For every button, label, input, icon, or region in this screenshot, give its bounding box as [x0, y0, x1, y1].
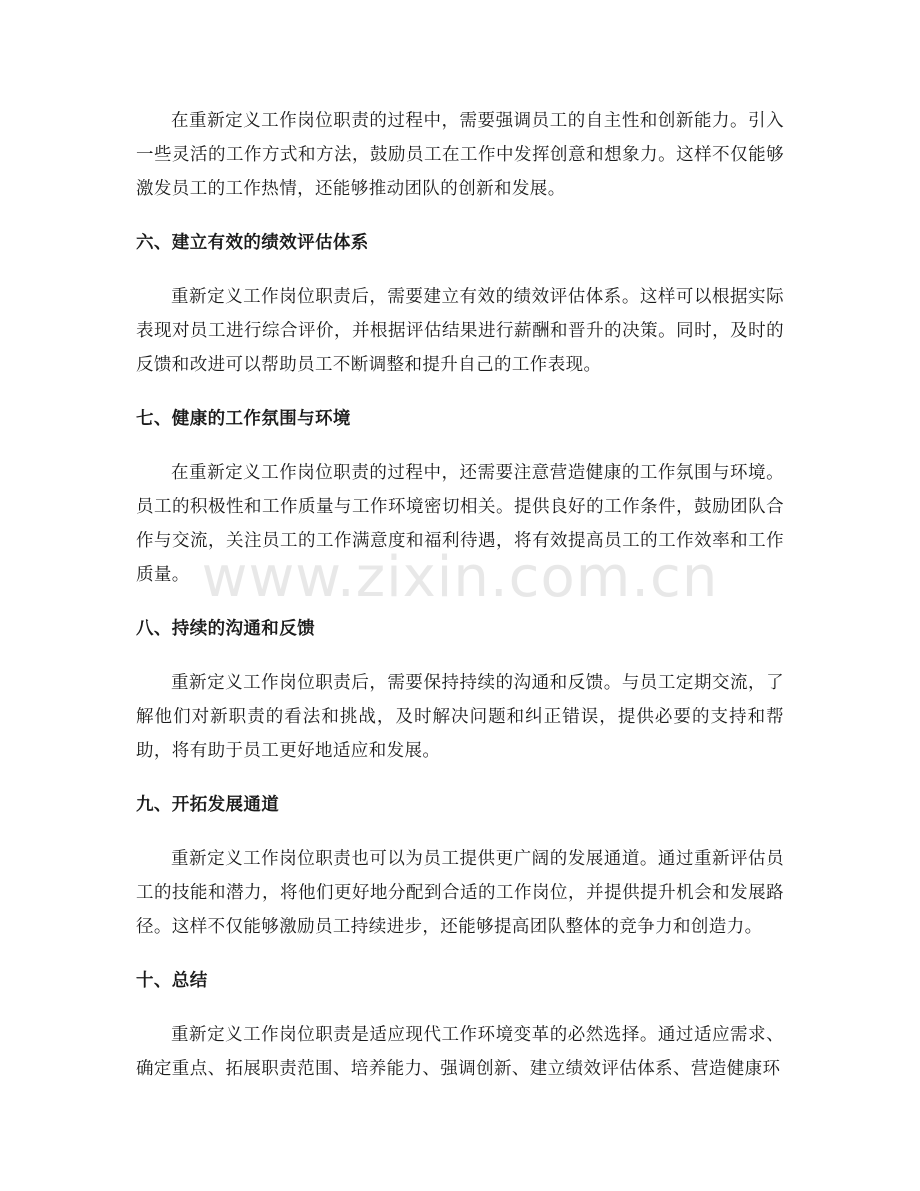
paragraph-innovation: 在重新定义工作岗位职责的过程中，需要强调员工的自主性和创新能力。引入一些灵活的工作方式和方法，鼓励员工在工作中发挥创意和想象力。这样不仅能够激发员工的工作热情，还能够推动团队的创新和发展。 [136, 111, 784, 199]
heading-communication-feedback: 八、持续的沟通和反馈 [136, 619, 315, 639]
paragraph-work-environment: 在重新定义工作岗位职责的过程中，还需要注意营造健康的工作氛围与环境。员工的积极性和工作质量与工作环境密切相关。提供良好的工作条件，鼓励团队合作与交流，关注员工的工作满意度和福利待遇，将有效提高员工的工作效率和工作质量。 [136, 463, 784, 585]
watermark-text: www.zixin.com.cn [201, 545, 719, 610]
heading-work-environment: 七、健康的工作氛围与环境 [136, 409, 351, 429]
paragraph-performance-evaluation: 重新定义工作岗位职责后，需要建立有效的绩效评估体系。这样可以根据实际表现对员工进行综合评价，并根据评估结果进行薪酬和晋升的决策。同时，及时的反馈和改进可以帮助员工不断调整和提升自己的工作表现。 [136, 287, 784, 375]
paragraph-career-development: 重新定义工作岗位职责也可以为员工提供更广阔的发展通道。通过重新评估员工的技能和潜力，将他们更好地分配到合适的工作岗位，并提供提升机会和发展路径。这样不仅能够激励员工持续进步，还能够提高团队整体的竞争力和创造力。 [136, 849, 784, 937]
document-body [136, 104, 784, 1086]
heading-performance-evaluation: 六、建立有效的绩效评估体系 [136, 233, 369, 253]
paragraph-summary: 重新定义工作岗位职责是适应现代工作环境变革的必然选择。通过适应需求、确定重点、拓展职责范围、培养能力、强调创新、建立绩效评估体系、营造健康环 [136, 1025, 784, 1079]
heading-summary: 十、总结 [136, 971, 208, 991]
heading-career-development: 九、开拓发展通道 [136, 795, 280, 815]
paragraph-communication-feedback: 重新定义工作岗位职责后，需要保持持续的沟通和反馈。与员工定期交流，了解他们对新职责的看法和挑战，及时解决问题和纠正错误，提供必要的支持和帮助，将有助于员工更好地适应和发展。 [136, 673, 784, 761]
